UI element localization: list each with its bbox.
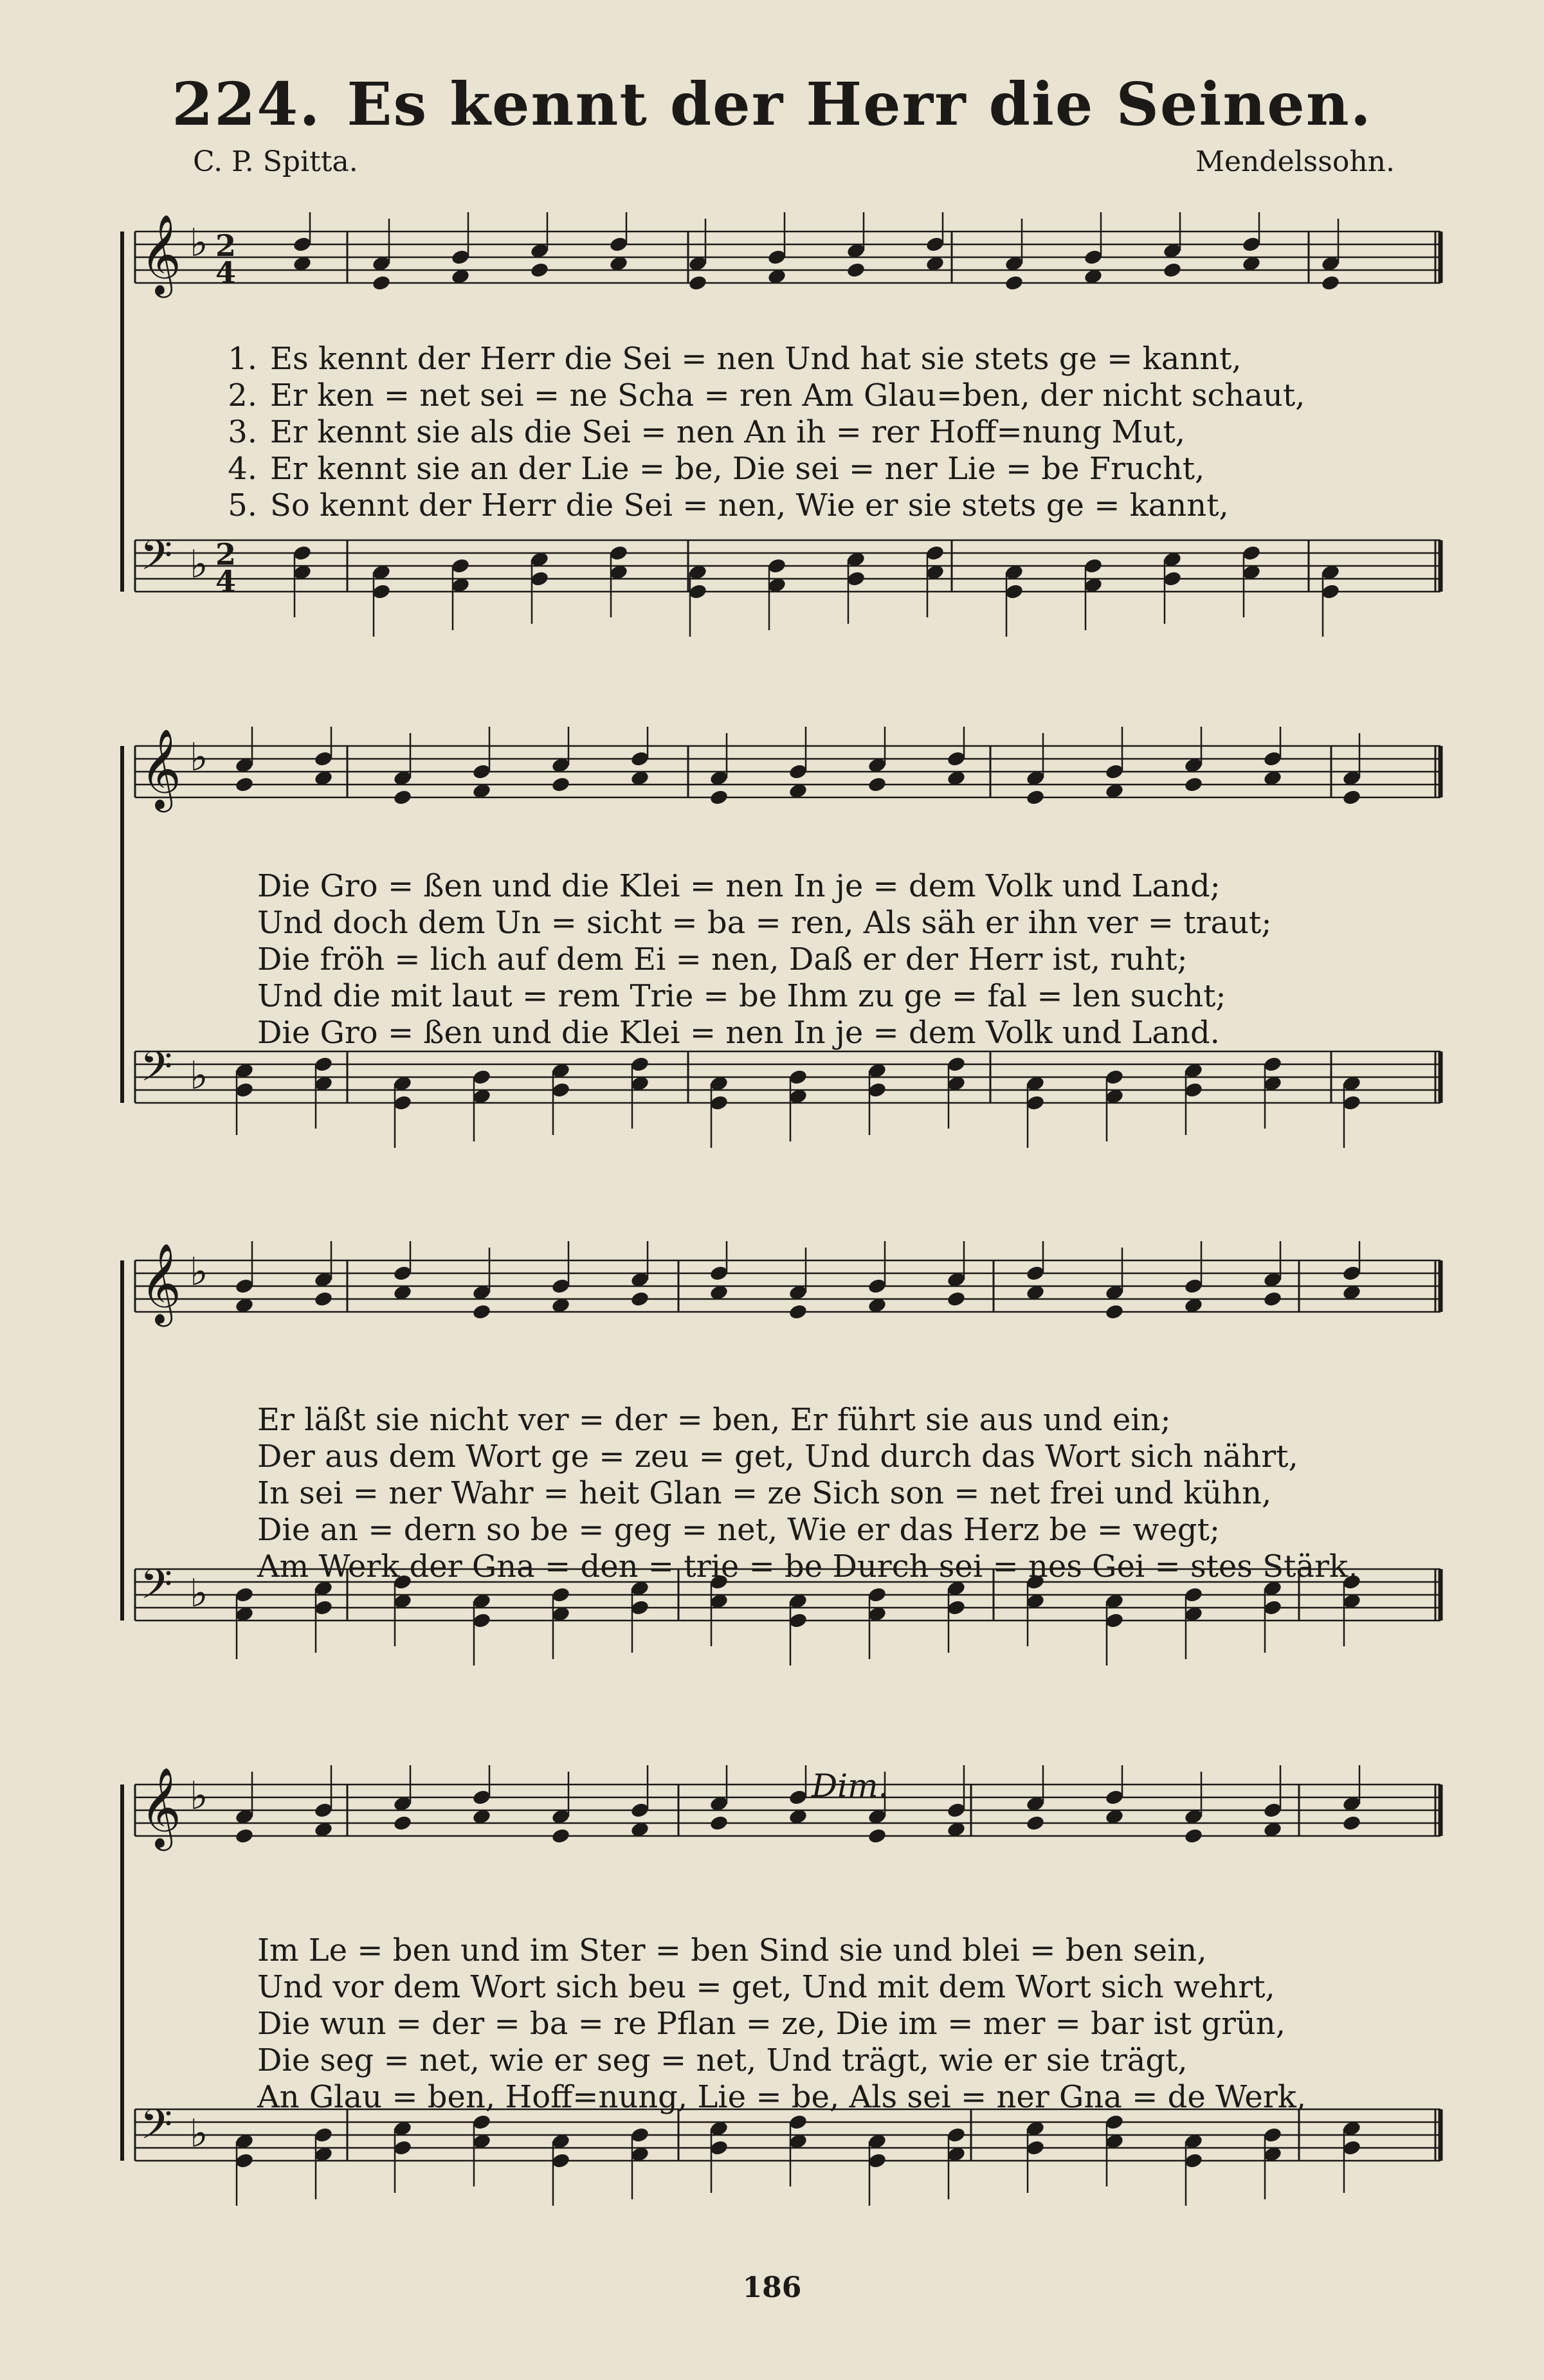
notehead: [1026, 1815, 1046, 1832]
notehead: [1105, 1304, 1125, 1321]
time-signature-bottom: 4: [215, 255, 237, 290]
lyric-line: Die Gro = ßen und die Klei = nen In je = dem Volk und Land;: [257, 868, 1221, 904]
notehead: [1263, 1291, 1283, 1308]
notehead: [393, 789, 413, 806]
flat-icon: ♭: [190, 735, 208, 780]
lyric-line: Und die mit laut = rem Trie = be Ihm zu ge = fal = len sucht;: [257, 978, 1226, 1014]
notehead: [1184, 776, 1204, 794]
lyric-line: Die wun = der = ba = re Pflan = ze, Die im = mer = bar ist grün,: [257, 2006, 1285, 2042]
lyrics-block-2: [257, 868, 1492, 1051]
lyric-line: Am Werk der Gna = den = trie = be Durch sei = nes Gei = stes Stärk,: [257, 1549, 1358, 1585]
lyric-line: Und vor dem Wort sich beu = get, Und mit dem Wort sich wehrt,: [257, 1969, 1275, 2005]
lyric-line: In sei = ner Wahr = heit Glan = ze Sich son = net frei und kühn,: [257, 1475, 1272, 1511]
notehead: [947, 1291, 967, 1308]
notehead: [1026, 789, 1046, 806]
bass-clef-icon: 𝄢: [140, 1043, 173, 1101]
lyrics-block-4: [257, 1932, 1492, 2116]
notehead: [314, 1291, 334, 1308]
treble-clef-icon: 𝄞: [140, 1243, 181, 1323]
hymn-title: Es kennt der Herr die Seinen.: [347, 69, 1372, 139]
notehead: [1321, 275, 1341, 292]
composer-credit: Mendelssohn.: [1195, 145, 1395, 178]
hymn-title-line: [0, 69, 1544, 139]
lyric-line: 3. Er kennt sie als die Sei = nen An ih = rer Hoff=nung Mut,: [206, 414, 1440, 451]
flat-icon: ♭: [190, 1053, 208, 1098]
lyric-line: Die fröh = lich auf dem Ei = nen, Daß er der Herr ist, ruht;: [257, 941, 1188, 977]
bass-clef-icon: 𝄢: [140, 2101, 173, 2159]
notehead: [1342, 1815, 1362, 1832]
author-credit: C. P. Spitta.: [193, 145, 358, 178]
dynamic-marking-dim: Dim.: [812, 1767, 889, 1804]
lyrics-block-1: [206, 341, 1440, 524]
notehead: [472, 1304, 492, 1321]
notehead: [846, 262, 866, 279]
notehead: [1342, 789, 1362, 806]
treble-clef-icon: 𝄞: [140, 729, 181, 809]
verse-number: 4.: [228, 451, 257, 487]
notehead: [709, 1815, 729, 1832]
lyric-line: Er läßt sie nicht ver = der = ben, Er führt sie aus und ein;: [257, 1402, 1171, 1438]
notehead: [630, 1291, 650, 1308]
lyric-line: Die an = dern so be = geg = net, Wie er das Herz be = wegt;: [257, 1512, 1221, 1548]
lyric-line: Der aus dem Wort ge = zeu = get, Und durch das Wort sich nährt,: [257, 1439, 1298, 1475]
notehead: [709, 789, 729, 806]
treble-clef-icon: 𝄞: [140, 1767, 181, 1848]
flat-icon: ♭: [190, 1249, 208, 1294]
notehead: [788, 1304, 808, 1321]
time-signature-top: 2: [215, 228, 237, 263]
notehead: [1184, 1828, 1204, 1845]
bass-clef-icon: 𝄢: [140, 1561, 173, 1619]
notehead: [235, 1828, 255, 1845]
notehead: [1004, 275, 1024, 292]
hymn-number: 224.: [172, 69, 322, 139]
verse-number: 3.: [228, 414, 257, 450]
treble-clef-icon: 𝄞: [140, 214, 181, 295]
verse-number: 2.: [228, 377, 257, 413]
verse-number: 1.: [228, 341, 257, 377]
notehead: [393, 1815, 413, 1832]
notehead: [1163, 262, 1183, 279]
verse-number: 5.: [228, 487, 257, 523]
lyric-line: An Glau = ben, Hoff=nung, Lie = be, Als sei = ner Gna = de Werk,: [257, 2079, 1307, 2115]
flat-icon: ♭: [190, 221, 208, 266]
notehead: [235, 776, 255, 794]
lyric-line: 2. Er ken = net sei = ne Scha = ren Am Glau=ben, der nicht schaut,: [206, 377, 1440, 414]
lyric-line: 4. Er kennt sie an der Lie = be, Die sei = ner Lie = be Frucht,: [206, 451, 1440, 487]
flat-icon: ♭: [190, 542, 208, 587]
notehead: [551, 776, 571, 794]
notehead: [530, 262, 550, 279]
notehead: [551, 1828, 571, 1845]
lyric-line: Und doch dem Un = sicht = ba = ren, Als säh er ihn ver = traut;: [257, 905, 1272, 941]
flat-icon: ♭: [190, 1571, 208, 1616]
lyric-line: 5. So kennt der Herr die Sei = nen, Wie er sie stets ge = kannt,: [206, 487, 1440, 524]
time-signature-top: 2: [215, 537, 237, 572]
notehead: [688, 275, 708, 292]
time-signature-bottom: 4: [215, 564, 237, 599]
lyric-line: Die Gro = ßen und die Klei = nen In je = dem Volk und Land.: [257, 1015, 1220, 1051]
notehead: [867, 776, 887, 794]
notehead: [867, 1828, 887, 1845]
lyric-line: Die seg = net, wie er seg = net, Und trägt, wie er sie trägt,: [257, 2042, 1188, 2078]
page-number: 186: [742, 2271, 802, 2304]
flat-icon: ♭: [190, 1774, 208, 1819]
lyric-line: 1. Es kennt der Herr die Sei = nen Und hat sie stets ge = kannt,: [206, 341, 1440, 377]
flat-icon: ♭: [190, 2111, 208, 2156]
lyric-line: Im Le = ben und im Ster = ben Sind sie und blei = ben sein,: [257, 1932, 1207, 1968]
bass-clef-icon: 𝄢: [140, 532, 173, 590]
notehead: [372, 275, 392, 292]
lyrics-block-3: [257, 1402, 1492, 1585]
